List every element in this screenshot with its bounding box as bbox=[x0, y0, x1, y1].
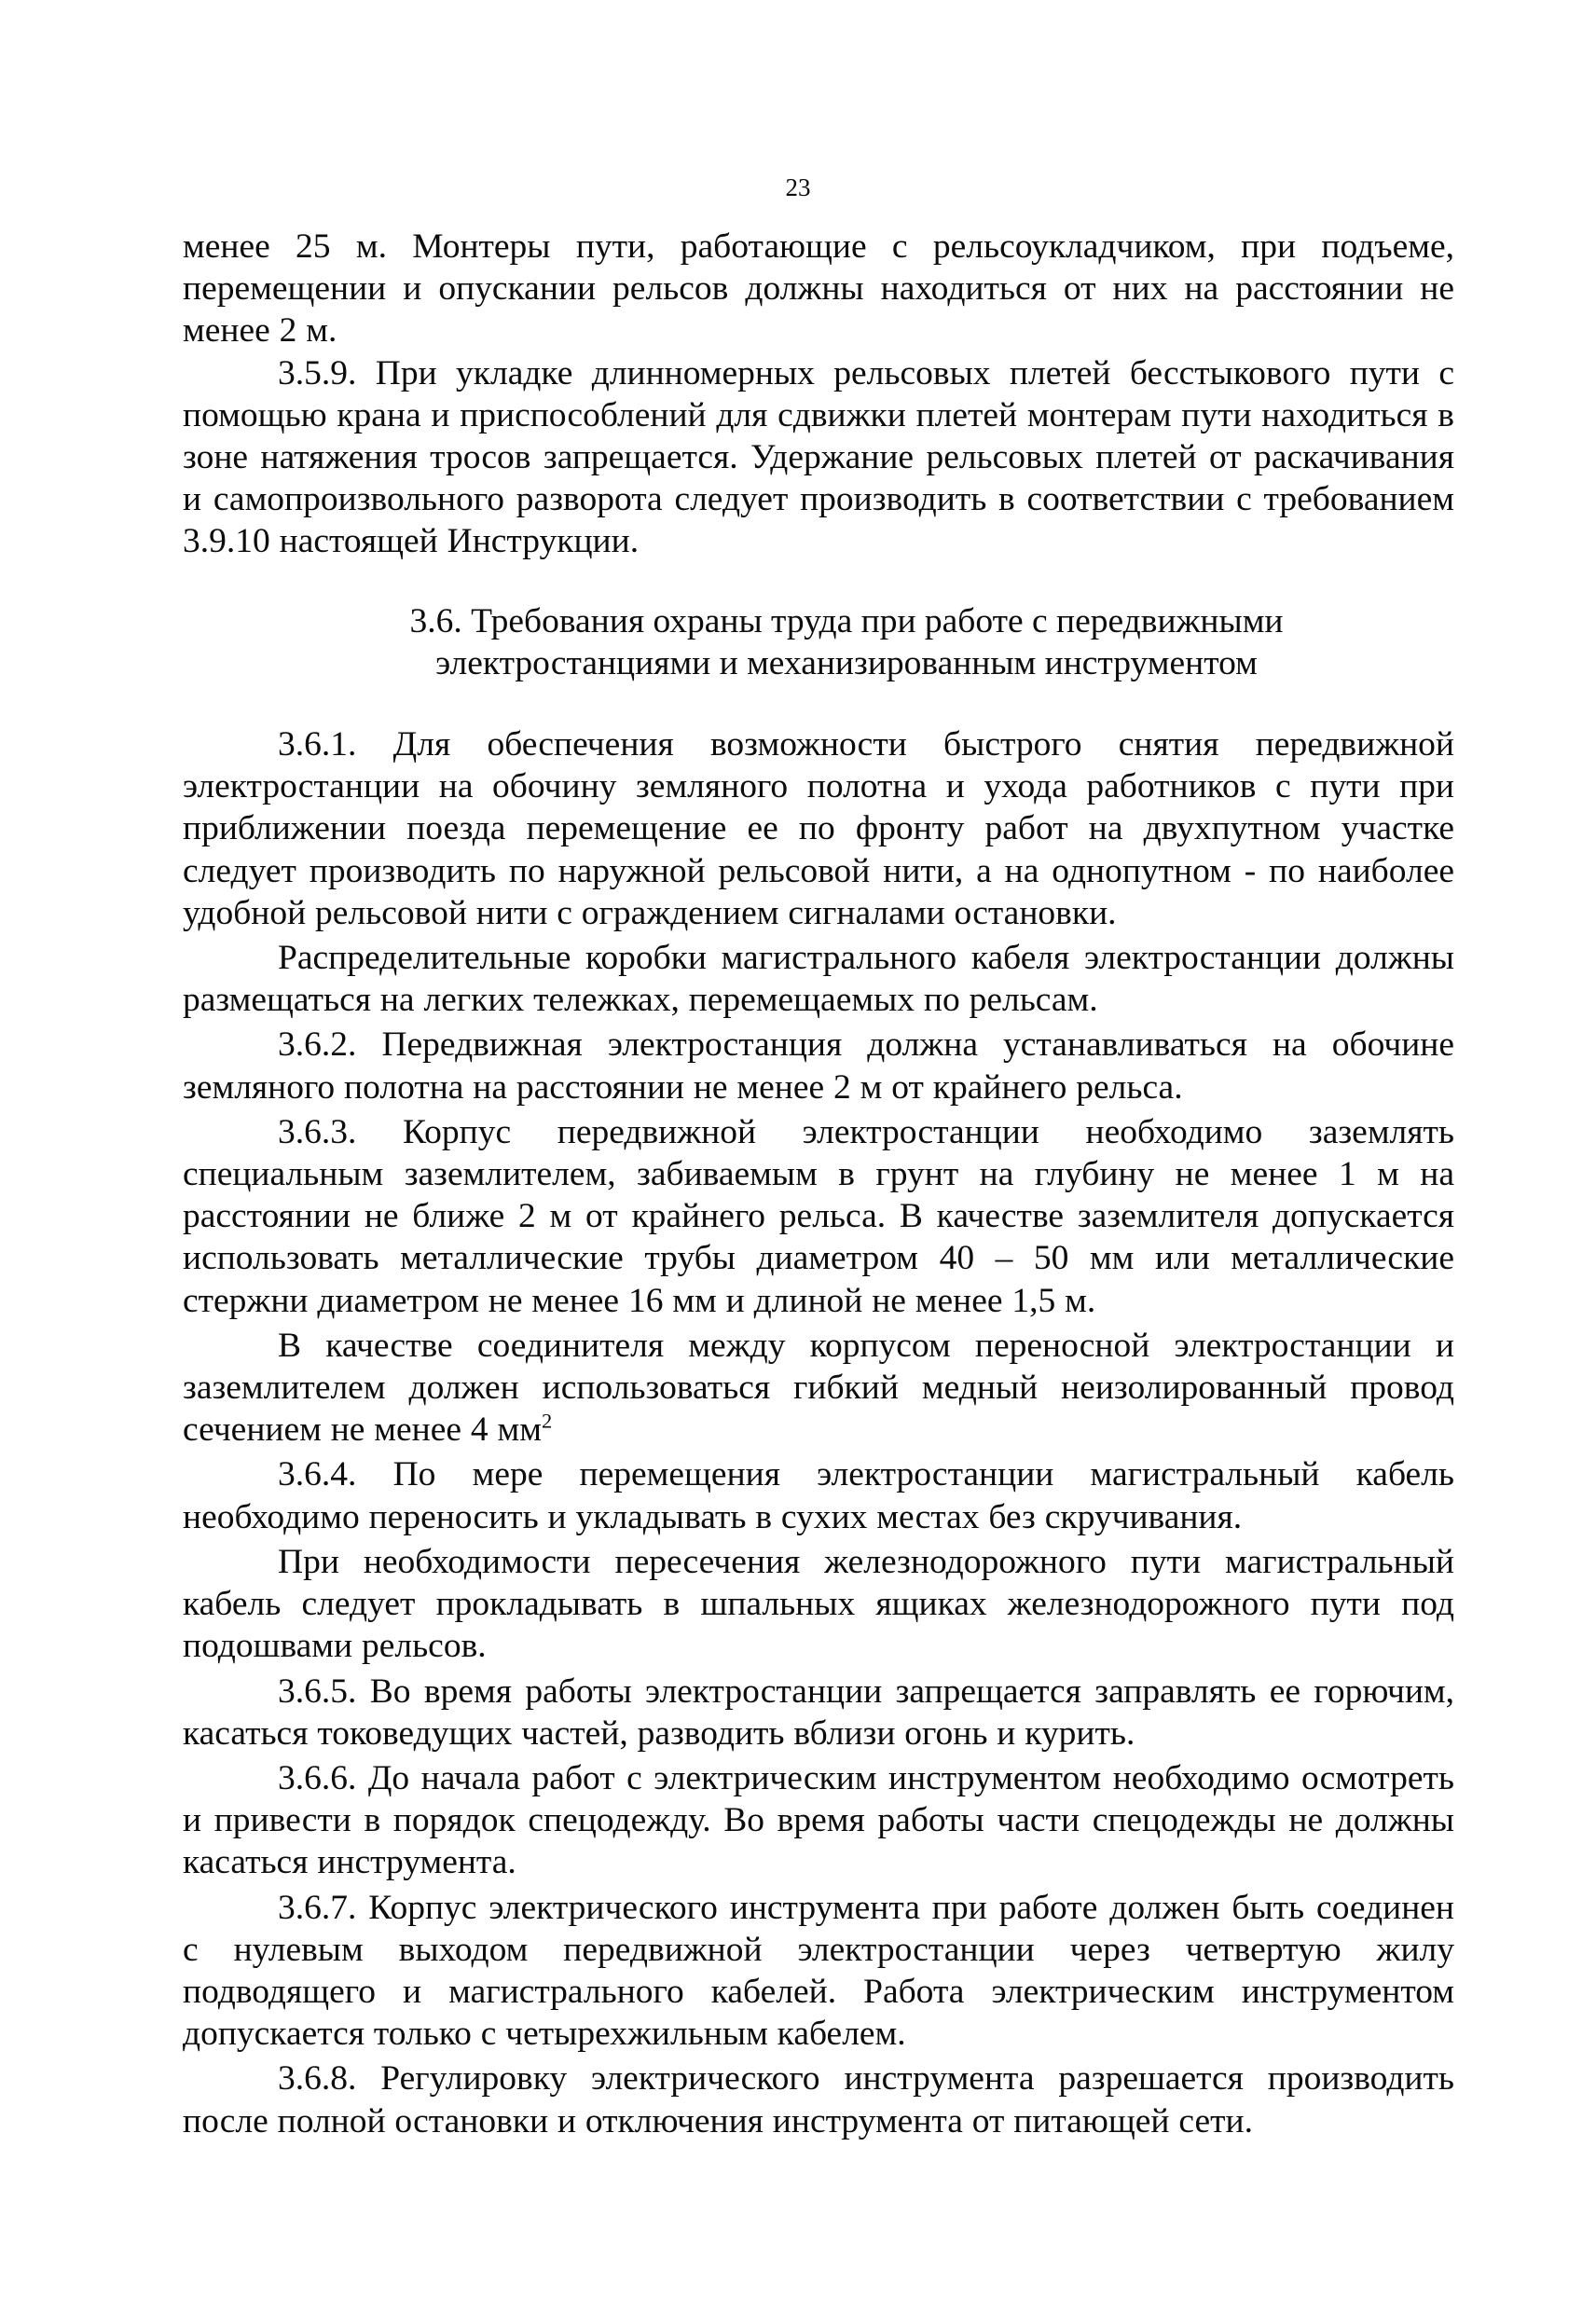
paragraph-continuation: менее 25 м. Монтеры пути, работающие с рельсоукладчиком, при подъеме, перемещении и опускании рельсов должны находиться от них на расстоянии не менее 2 м. bbox=[183, 227, 1454, 351]
paragraph-3-6-6: 3.6.6. До начала работ с электрическим инструментом необходимо осмотреть и привести в порядок спецодежду. Во время работы части спецодежды не должны касаться инструмента. bbox=[183, 1758, 1454, 1882]
paragraph-3-6-4: 3.6.4. По мере перемещения электростанции магистральный кабель необходимо переносить и укладывать в сухих местах без скручивания. bbox=[183, 1455, 1454, 1536]
section-title-3-6 bbox=[183, 600, 1454, 684]
paragraph-3-6-3-connector bbox=[183, 1325, 1454, 1452]
square-superscript: 2 bbox=[541, 1409, 553, 1433]
paragraph-3-6-5: 3.6.5. Во время работы электростанции запрещается заправлять ее горючим, касаться токоведущих частей, разводить вблизи огонь и курить. bbox=[183, 1672, 1454, 1753]
section-title-line-1: 3.6. Требования охраны труда при работе с передвижными bbox=[409, 601, 1284, 640]
paragraph-3-6-2: 3.6.2. Передвижная электростанция должна устанавливаться на обочине земляного полотна на расстоянии не менее 2 м от крайнего рельса. bbox=[183, 1025, 1454, 1107]
paragraph-3-6-3: 3.6.3. Корпус передвижной электростанции необходимо заземлять специальным заземлителем, забиваемым в грунт на глубину не менее 1 м на расстоянии не ближе 2 м от крайнего рельса. В качестве заземлителя допускается использовать металлические трубы диаметром 40 – 50 мм или металлические стержни диаметром не менее 16 мм и длиной не менее 1,5 м. bbox=[183, 1112, 1454, 1320]
document-body bbox=[183, 226, 1454, 2142]
paragraph-3-6-1: 3.6.1. Для обеспечения возможности быстрого снятия передвижной электростанции на обочину земляного полотна и ухода работников с пути при приближении поезда перемещение ее по фронту работ на двухпутном участке следует производить по наружной рельсовой нити, а на однопутном - по наиболее удобной рельсовой нити с ограждением сигналами остановки. bbox=[183, 725, 1454, 932]
section-title-line-2: электростанциями и механизированным инструментом bbox=[435, 643, 1258, 682]
paragraph-3-6-1-distribution-boxes: Распределительные коробки магистрального кабеля электростанции должны размещаться на легких тележках, перемещаемых по рельсам. bbox=[183, 939, 1454, 1020]
page-number: 23 bbox=[785, 173, 811, 201]
paragraph-3-6-7: 3.6.7. Корпус электрического инструмента при работе должен быть соединен с нулевым выходом передвижной электростанции через четвертую жилу подводящего и магистрального кабелей. Работа электрическим инструментом допускается только с четырехжильным кабелем. bbox=[183, 1888, 1454, 2054]
paragraph-3-5-9: 3.5.9. При укладке длинномерных рельсовых плетей бесстыкового пути с помощью крана и приспособлений для сдвижки плетей монтерам пути находиться в зоне натяжения тросов запрещается. Удержание рельсовых плетей от раскачивания и самопроизвольного разворота следует производить в соответствии с требованием 3.9.10 настоящей Инструкции. bbox=[183, 353, 1454, 561]
connector-text: В качестве соединителя между корпусом переносной электростанции и заземлителем должен использоваться гибкий медный неизолированный провод сечением не менее 4 мм bbox=[183, 1326, 1454, 1450]
paragraph-3-6-8: 3.6.8. Регулировку электрического инструмента разрешается производить после полной остановки и отключения инструмента от питающей сети. bbox=[183, 2059, 1454, 2140]
paragraph-3-6-4-crossing: При необходимости пересечения железнодорожного пути магистральный кабель следует прокладывать в шпальных ящиках железнодорожного пути под подошвами рельсов. bbox=[183, 1542, 1454, 1666]
